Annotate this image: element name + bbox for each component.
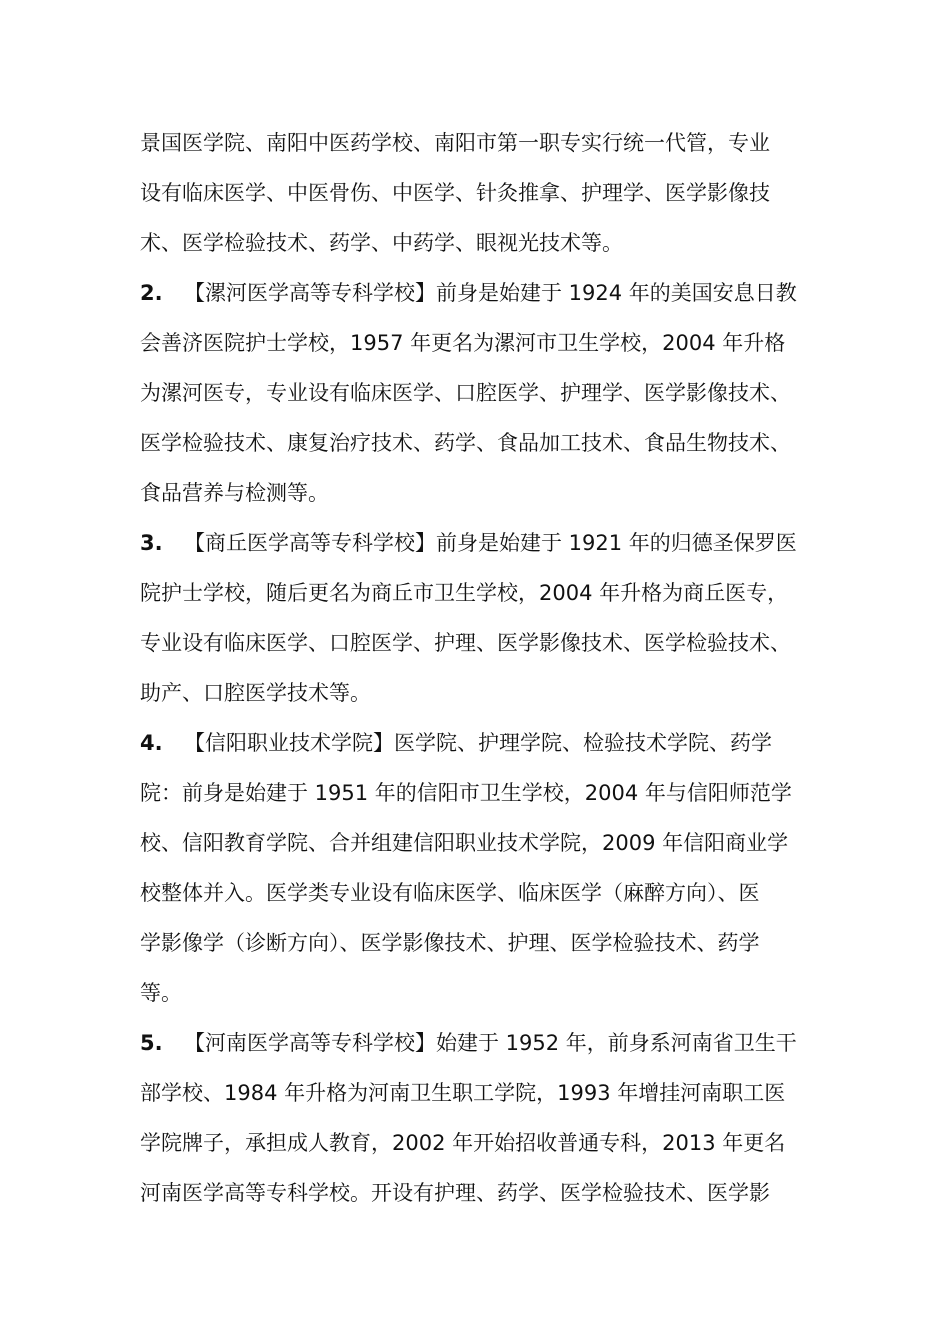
list-number: 4. xyxy=(140,731,163,755)
line-text: 【漯河医学高等专科学校】前身是始建于 1924 年的美国安息日教 xyxy=(184,281,797,305)
line-text: 【信阳职业技术学院】医学院、护理学院、检验技术学院、药学 xyxy=(184,731,772,755)
text-line-10 xyxy=(140,568,830,618)
line-text: 校整体并入。医学类专业设有临床医学、临床医学（麻醉方向）、医 xyxy=(140,881,760,905)
line-text: 会善济医院护士学校，1957 年更名为漯河市卫生学校，2004 年升格 xyxy=(140,331,786,355)
text-line-22 xyxy=(140,1168,830,1218)
text-line-5 xyxy=(140,318,830,368)
text-line-4 xyxy=(140,268,830,318)
text-line-18 xyxy=(140,968,830,1018)
line-text: 专业设有临床医学、口腔医学、护理、医学影像技术、医学检验技术、 xyxy=(140,631,791,655)
text-line-12 xyxy=(140,668,830,718)
line-text: 为漯河医专，专业设有临床医学、口腔医学、护理学、医学影像技术、 xyxy=(140,381,791,405)
list-number: 3. xyxy=(140,531,163,555)
list-number: 2. xyxy=(140,281,163,305)
text-line-7 xyxy=(140,418,830,468)
line-text: 学影像学（诊断方向）、医学影像技术、护理、医学检验技术、药学 xyxy=(140,931,760,955)
text-line-9 xyxy=(140,518,830,568)
text-line-20 xyxy=(140,1068,830,1118)
text-line-3 xyxy=(140,218,830,268)
text-line-14 xyxy=(140,768,830,818)
text-line-17 xyxy=(140,918,830,968)
text-line-16 xyxy=(140,868,830,918)
text-line-21 xyxy=(140,1118,830,1168)
line-text: 【商丘医学高等专科学校】前身是始建于 1921 年的归德圣保罗医 xyxy=(184,531,797,555)
line-text: 助产、口腔医学技术等。 xyxy=(140,681,371,705)
line-text: 等。 xyxy=(140,981,182,1005)
text-line-8 xyxy=(140,468,830,518)
line-text: 景国医学院、南阳中医药学校、南阳市第一职专实行统一代管，专业 xyxy=(140,131,770,155)
text-line-2 xyxy=(140,168,830,218)
line-text: 【河南医学高等专科学校】始建于 1952 年，前身系河南省卫生干 xyxy=(184,1031,797,1055)
line-text: 医学检验技术、康复治疗技术、药学、食品加工技术、食品生物技术、 xyxy=(140,431,791,455)
text-line-19 xyxy=(140,1018,830,1068)
line-text: 部学校、1984 年升格为河南卫生职工学院，1993 年增挂河南职工医 xyxy=(140,1081,786,1105)
line-text: 校、信阳教育学院、合并组建信阳职业技术学院，2009 年信阳商业学 xyxy=(140,831,789,855)
line-text: 院护士学校，随后更名为商丘市卫生学校，2004 年升格为商丘医专， xyxy=(140,581,789,605)
line-text: 河南医学高等专科学校。开设有护理、药学、医学检验技术、医学影 xyxy=(140,1181,770,1205)
line-text: 院：前身是始建于 1951 年的信阳市卫生学校，2004 年与信阳师范学 xyxy=(140,781,792,805)
text-line-15 xyxy=(140,818,830,868)
list-number: 5. xyxy=(140,1031,163,1055)
line-text: 术、医学检验技术、药学、中药学、眼视光技术等。 xyxy=(140,231,623,255)
text-line-11 xyxy=(140,618,830,668)
document-body xyxy=(140,118,830,1218)
line-text: 学院牌子，承担成人教育，2002 年开始招收普通专科，2013 年更名 xyxy=(140,1131,786,1155)
line-text: 食品营养与检测等。 xyxy=(140,481,329,505)
line-text: 设有临床医学、中医骨伤、中医学、针灸推拿、护理学、医学影像技 xyxy=(140,181,770,205)
text-line-13 xyxy=(140,718,830,768)
text-line-1 xyxy=(140,118,830,168)
text-line-6 xyxy=(140,368,830,418)
